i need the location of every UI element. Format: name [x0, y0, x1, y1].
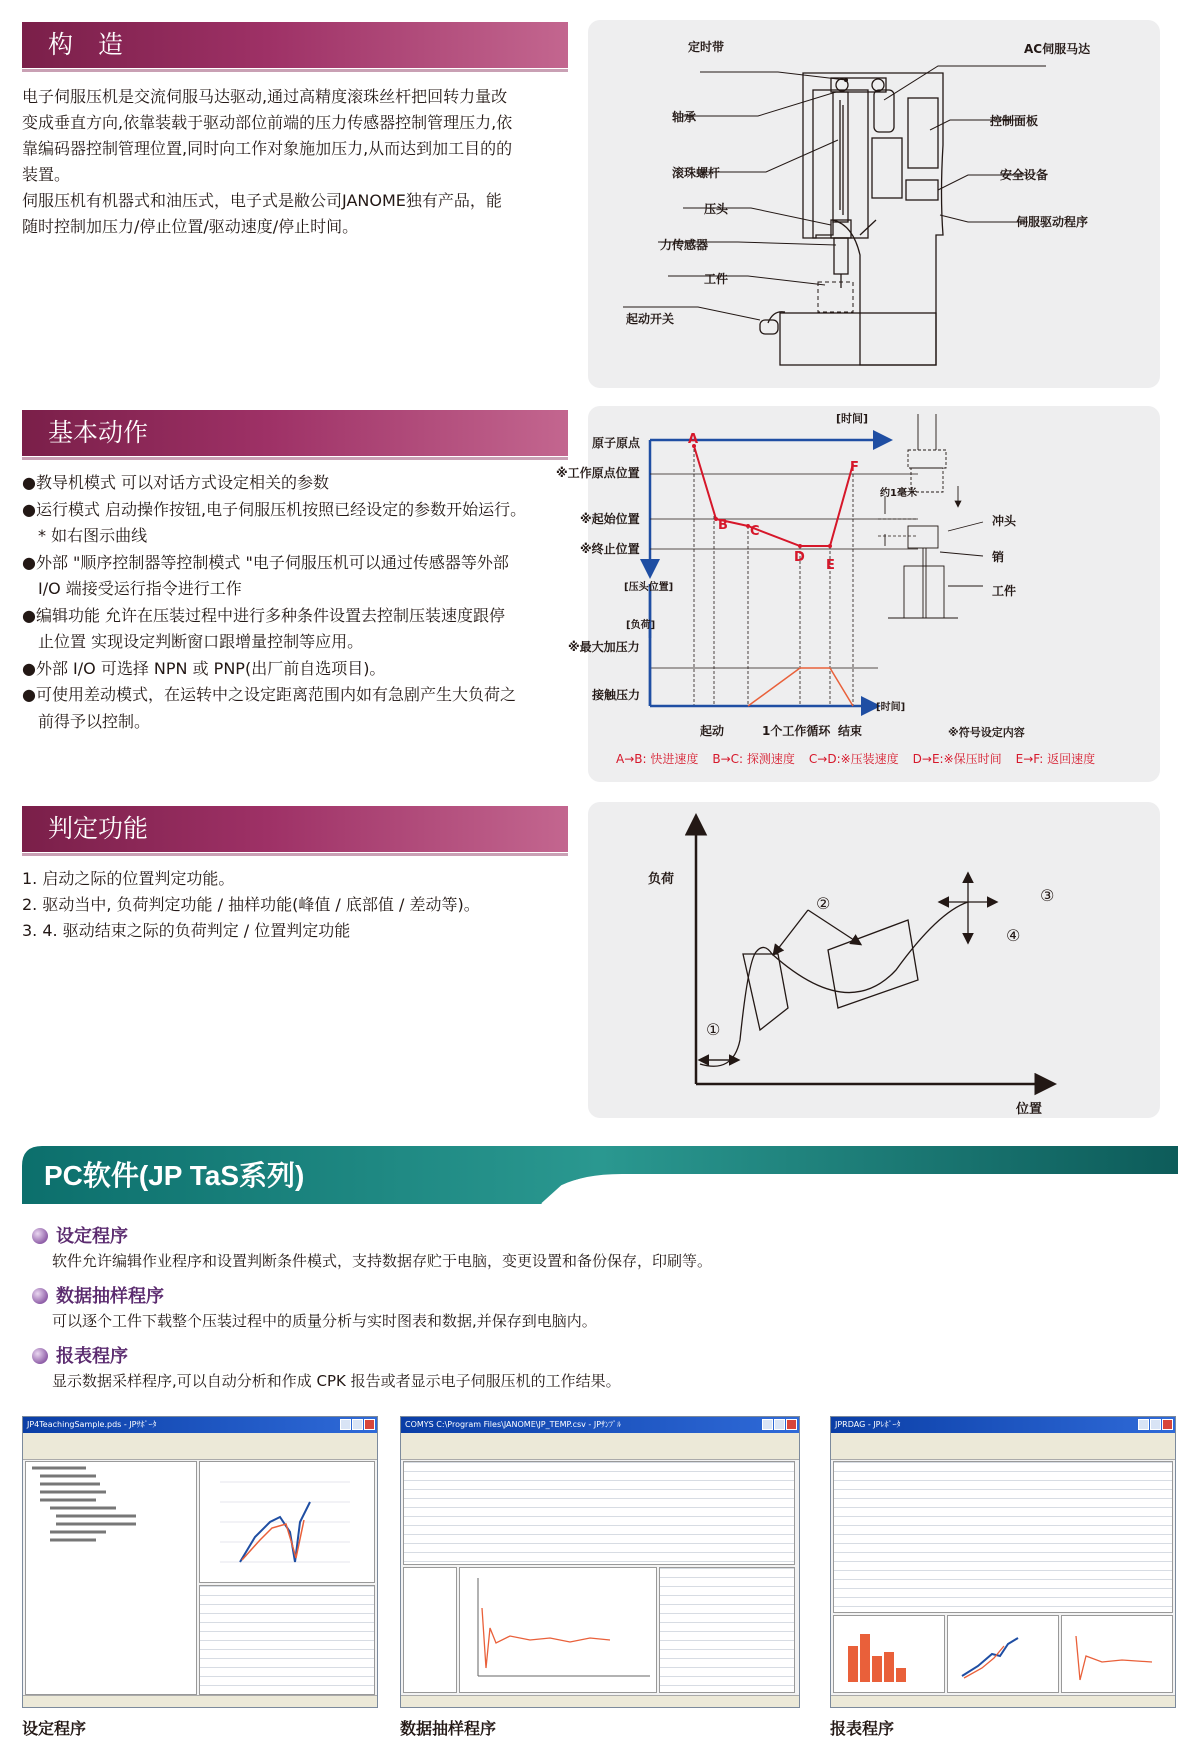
- force-curve-chart: [200, 1462, 374, 1582]
- point-f: F: [850, 460, 859, 475]
- speed-legend: [616, 750, 1156, 767]
- toolbar: [831, 1445, 1175, 1460]
- curve-window: [947, 1615, 1059, 1693]
- label-end-pos: ※终止位置: [580, 542, 640, 556]
- label-timing-belt: 定时带: [688, 40, 725, 54]
- structure-line: 装置。: [22, 165, 71, 184]
- point-c: C: [750, 524, 760, 539]
- caption-setting-program: 设定程序: [22, 1719, 87, 1738]
- operation-diagram-panel: [556, 406, 1160, 782]
- curve-chart: [948, 1616, 1058, 1692]
- leader-dot: [844, 78, 848, 82]
- tree-view: [25, 1461, 197, 1695]
- pc-software-banner: [22, 1146, 1178, 1204]
- subtitle-text: 设定程序: [56, 1226, 128, 1247]
- report-table: [833, 1461, 1173, 1613]
- label-work-origin: ※工作原点位置: [556, 466, 640, 480]
- close-icon: [364, 1419, 375, 1430]
- legend-item: A→B: 快进速度: [616, 752, 699, 766]
- subtitle-setting-program: [32, 1222, 128, 1248]
- histogram-chart: [834, 1616, 944, 1692]
- label-bearing: 轴承: [672, 110, 697, 124]
- screenshot-sampling-program: [400, 1416, 800, 1708]
- maximize-icon: [1150, 1419, 1161, 1430]
- cpk-chart: [1062, 1616, 1172, 1692]
- judgement-line: 3. 4. 驱动结束之际的负荷判定 / 位置判定功能: [22, 921, 351, 940]
- bullet-item: ●教导机模式 可以对话方式设定相关的参数: [22, 473, 330, 492]
- subtitle-text: 数据抽样程序: [56, 1286, 164, 1307]
- status-bar: [401, 1695, 799, 1707]
- operation-cycle-diagram: [588, 406, 1160, 782]
- minimize-icon: [762, 1419, 773, 1430]
- minimize-icon: [340, 1419, 351, 1430]
- label-max-force: ※最大加压力: [568, 640, 640, 654]
- sample-side-panel: [403, 1567, 457, 1693]
- sampling-program-desc: 可以逐个工件下载整个压装过程中的质量分析与实时图表和数据,并保存到电脑内。: [52, 1312, 597, 1330]
- judgement-diagram: [588, 802, 1160, 1118]
- label-head-pos: [压头位置]: [624, 582, 674, 593]
- bullet-dot-icon: [32, 1288, 48, 1304]
- window-titlebar: [23, 1417, 377, 1433]
- subtitle-sampling-program: [32, 1282, 164, 1308]
- label-symbol-note: ※符号设定内容: [948, 726, 1025, 739]
- label-start-switch: 起动开关: [626, 312, 675, 326]
- subtitle-text: 报表程序: [56, 1346, 128, 1367]
- bullet-item: ●可使用差动模式，在运转中之设定距离范围内如有急剧产生大负荷之: [22, 685, 516, 704]
- legend-item: D→E:※保压时间: [912, 752, 1002, 766]
- histogram-window: [833, 1615, 945, 1693]
- menu-bar: [401, 1433, 799, 1445]
- structure-line: 随时控制加压力/停止位置/驱动速度/停止时间。: [22, 217, 359, 236]
- label-time-axis: [时间]: [836, 412, 869, 425]
- cpk-window: [1061, 1615, 1173, 1693]
- bullet-item: ●运行模式 启动操作按钮,电子伺服压机按照已经设定的参数开始运行。: [22, 499, 527, 519]
- label-origin: 原子原点: [592, 436, 641, 450]
- basic-operation-bullets: [22, 470, 578, 735]
- mark-1: ①: [706, 1020, 721, 1039]
- label-control-panel: 控制面板: [990, 114, 1039, 128]
- mark-3: ③: [1040, 886, 1055, 905]
- label-cycle: 1个工作循环: [762, 724, 831, 738]
- minimize-icon: [1138, 1419, 1149, 1430]
- structure-diagram-panel: [588, 20, 1160, 388]
- maximize-icon: [774, 1419, 785, 1430]
- bullet-item: ●外部 I/O 可选择 NPN 或 PNP(出厂前自选项目)。: [22, 658, 386, 678]
- section-title-judgement: 判定功能: [22, 806, 568, 852]
- section-title-structure: 构 造: [22, 22, 568, 68]
- label-pin: 销: [992, 550, 1005, 564]
- label-press-head: 压头: [704, 202, 729, 216]
- toolbar: [23, 1445, 377, 1460]
- window-title: JP4TeachingSample.pds - JPｻﾎﾟｰﾀ: [27, 1420, 157, 1429]
- label-servo-driver: 伺服驱动程序: [1016, 215, 1089, 229]
- caption-sampling-program: 数据抽样程序: [400, 1719, 497, 1738]
- pc-software-title: PC软件(JP TaS系列): [44, 1160, 305, 1191]
- legend-item: B→C: 探测速度: [712, 752, 795, 766]
- parameter-table: [199, 1585, 375, 1695]
- screenshot-setting-program: [22, 1416, 378, 1708]
- label-safety-device: 安全设备: [1000, 168, 1049, 182]
- sample-chart-area: [459, 1567, 657, 1693]
- label-workpiece-2: 工件: [992, 584, 1017, 598]
- window-title: COMYS C:\Program Files\JANOME\JP_TEMP.csv - JPｻﾝﾌﾟﾙ: [405, 1420, 622, 1429]
- window-titlebar: [401, 1417, 799, 1433]
- maximize-icon: [352, 1419, 363, 1430]
- report-program-desc: 显示数据采样程序,可以自动分析和作成 CPK 报告或者显示电子伺服压机的工作结果。: [52, 1372, 621, 1390]
- label-ball-screw: 滚珠螺杆: [672, 166, 721, 180]
- bullet-item: 前得予以控制。: [22, 711, 151, 731]
- label-punch: 冲头: [992, 514, 1017, 528]
- mark-4: ④: [1006, 926, 1021, 945]
- bullet-item: ●外部 "顺序控制器等控制模式 "电子伺服压机可以通过传感器等外部: [22, 552, 509, 572]
- structure-line: 伺服压机有机器式和油压式，电子式是敝公司JANOME独有产品，能: [22, 191, 502, 210]
- bullet-item: 止位置 实现设定判断窗口跟增量控制等应用。: [22, 632, 364, 651]
- label-force-sensor: 力传感器: [660, 238, 709, 252]
- status-bar: [23, 1695, 377, 1707]
- caption-report-program: 报表程序: [830, 1719, 895, 1738]
- point-d: D: [794, 550, 805, 565]
- sample-data-table: [403, 1461, 795, 1565]
- label-ac-servo-motor: AC伺服马达: [1024, 42, 1091, 56]
- mark-2: ②: [816, 894, 831, 913]
- menu-bar: [23, 1433, 377, 1445]
- bullet-item: * 如右图示曲线: [22, 526, 148, 545]
- subtitle-report-program: [32, 1342, 128, 1368]
- label-position-axis: 位置: [1016, 1102, 1043, 1117]
- structure-text: [22, 84, 574, 240]
- close-icon: [1162, 1419, 1173, 1430]
- point-e: E: [826, 558, 835, 573]
- judgement-line: 1. 启动之际的位置判定功能。: [22, 869, 235, 888]
- sample-stat-table: [659, 1567, 795, 1693]
- judgement-text: [22, 866, 574, 944]
- structure-line: 变成垂直方向,依靠装载于驱动部位前端的压力传感器控制管理压力,依: [22, 113, 513, 132]
- label-load: [负荷]: [626, 620, 656, 631]
- structure-line: 电子伺服压机是交流伺服马达驱动,通过高精度滚珠丝杆把回转力量改: [22, 87, 508, 106]
- label-end: 结束: [838, 724, 863, 738]
- label-start-pos: ※起始位置: [580, 512, 640, 526]
- label-about-1mm: 约1毫米: [880, 488, 917, 499]
- bullet-item: ●编辑功能 允许在压装过程中进行多种条件设置去控制压装速度跟停: [22, 605, 506, 625]
- close-icon: [786, 1419, 797, 1430]
- bullet-dot-icon: [32, 1228, 48, 1244]
- setting-program-desc: 软件允许编辑作业程序和设置判断条件模式，支持数据存贮于电脑，变更设置和备份保存，印刷等。: [52, 1252, 713, 1270]
- press-machine-diagram: [588, 20, 1160, 388]
- point-b: B: [718, 518, 728, 533]
- window-title: JPRDAG - JPﾚﾎﾟｰﾀ: [835, 1420, 901, 1429]
- window-titlebar: [831, 1417, 1175, 1433]
- status-bar: [831, 1695, 1175, 1707]
- judgement-diagram-panel: [588, 802, 1160, 1118]
- point-a: A: [688, 432, 699, 447]
- structure-line: 靠编码器控制管理位置,同时向工作对象施加压力,从而达到加工目的的: [22, 139, 513, 158]
- legend-item: E→F: 返回速度: [1015, 752, 1096, 766]
- label-time-axis-2: [时间]: [876, 702, 906, 713]
- label-contact-force: 接触压力: [592, 688, 641, 702]
- bullet-item: I/O 端接受运行指令进行工作: [22, 579, 242, 598]
- label-workpiece: 工件: [704, 272, 729, 286]
- legend-item: C→D:※压装速度: [808, 752, 899, 766]
- chart-area: [199, 1461, 375, 1583]
- toolbar: [401, 1445, 799, 1460]
- sample-curve-chart: [460, 1568, 656, 1692]
- label-start: 起动: [700, 724, 725, 738]
- tree-lines: [26, 1462, 196, 1552]
- screenshot-report-program: [830, 1416, 1176, 1708]
- menu-bar: [831, 1433, 1175, 1445]
- judgement-line: 2. 驱动当中, 负荷判定功能 / 抽样功能(峰值 / 底部值 / 差动等)。: [22, 895, 480, 914]
- section-title-basic-operation: 基本动作: [22, 410, 568, 456]
- bullet-dot-icon: [32, 1348, 48, 1364]
- label-load-axis: 负荷: [648, 872, 675, 887]
